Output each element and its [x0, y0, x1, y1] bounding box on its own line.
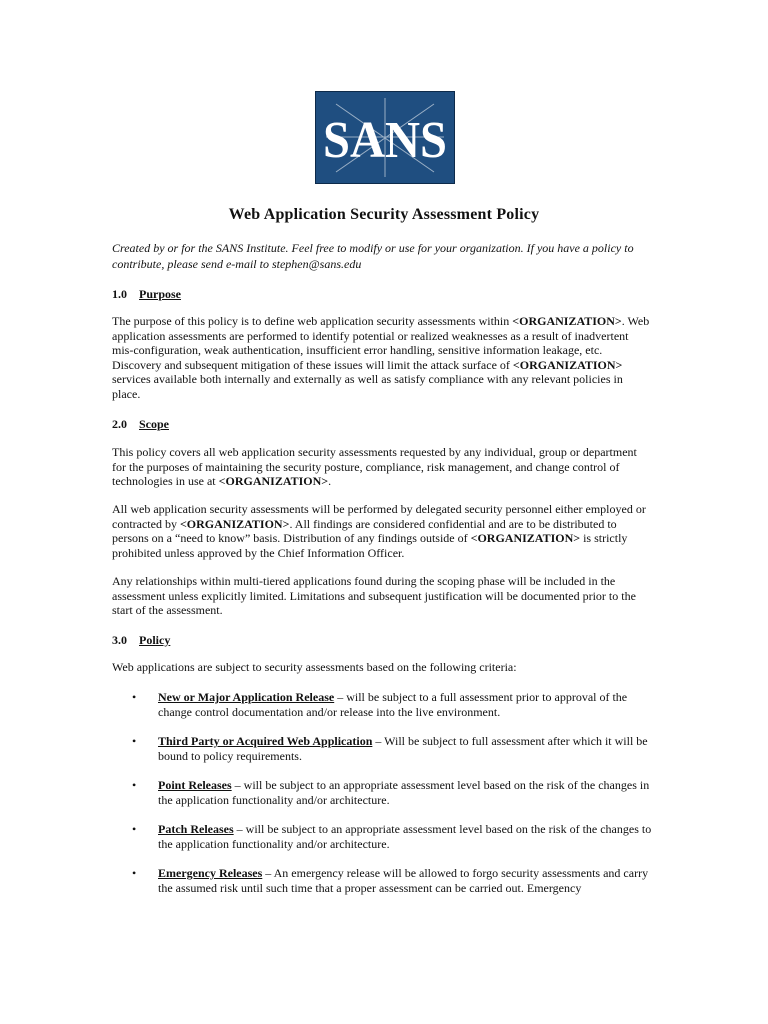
criterion-term: Emergency Releases	[158, 866, 263, 880]
intro-note: Created by or for the SANS Institute. Feel free to modify or use for your organization. If you have a policy to contribute, please send e-mail to stephen@sans.edu	[112, 241, 634, 271]
org-placeholder: <ORGANIZATION>	[512, 314, 622, 328]
section-heading-policy	[112, 632, 170, 648]
criterion-text: – An emergency release will be allowed to forgo security assessments and carry the assumed risk until such time that a proper assessment can be carried out. Emergency	[158, 866, 649, 895]
section-title: Policy	[139, 633, 171, 647]
scope-paragraph-2: All web application security assessments will be performed by delegated security personnel either employed or contracted by <ORGANIZATION>. All findings are considered confidential and are to be distributed to persons on a “need to know” basis. Distribution of any findings outside of <ORGANIZATION> is strictly prohibited unless approved by the Chief Information Officer.	[112, 502, 646, 560]
org-placeholder: <ORGANIZATION>	[470, 531, 581, 545]
section-heading-scope	[112, 416, 169, 432]
section-title: Scope	[139, 417, 169, 431]
bullet-marker: •	[132, 778, 137, 792]
sans-logo-graphic	[316, 92, 454, 183]
section-number: 3.0	[112, 633, 127, 647]
bullet-marker: •	[132, 734, 137, 748]
document-title: Web Application Security Assessment Policy	[228, 206, 540, 223]
criterion-text: – will be subject to an appropriate assessment level based on the risk of the changes in the application functionality and/or architecture.	[158, 778, 650, 807]
org-placeholder: <ORGANIZATION>	[512, 357, 623, 372]
criterion-term: Point Releases	[158, 778, 232, 792]
criterion-term: New or Major Application Release	[158, 690, 335, 704]
criterion-text: – Will be subject to full assessment after which it will be bound to policy requirements.	[158, 734, 648, 763]
section-heading-purpose	[112, 286, 181, 302]
sans-logo	[315, 91, 455, 184]
section-title: Purpose	[139, 287, 181, 301]
bullet-marker: •	[132, 822, 137, 836]
policy-intro: Web applications are subject to security assessments based on the following criteria:	[112, 660, 517, 674]
org-placeholder: <ORGANIZATION>	[218, 474, 329, 488]
org-placeholder: <ORGANIZATION>	[179, 516, 290, 531]
criterion-term: Patch Releases	[158, 822, 234, 836]
bullet-marker: •	[132, 866, 137, 880]
section-number: 2.0	[112, 417, 127, 431]
criterion-text: – will be subject to an appropriate assessment level based on the risk of the changes to the application functionality and/or architecture.	[158, 822, 652, 851]
purpose-paragraph: The purpose of this policy is to define web application security assessments within <ORGANIZATION>. Web application assessments are performed to identify potential or realized weaknesses as a result of inadvertent mis-configuration, weak authentication, insufficient error handling, sensitive information leakage, etc. Discovery and subsequent mitigation of these issues will limit the attack surface of <ORGANIZATION> services available both internally and externally as well as satisfy compliance with any relevant policies in place.	[112, 314, 650, 401]
bullet-marker: •	[132, 690, 137, 704]
sans-logo-text: SANS	[323, 112, 447, 169]
criterion-term: Third Party or Acquired Web Application	[158, 734, 373, 748]
scope-paragraph-3: Any relationships within multi-tiered applications found during the scoping phase will be included in the assessment unless explicitly limited. Limitations and subsequent justification will be documented prior to the start of the assessment.	[112, 574, 636, 617]
scope-paragraph-1: This policy covers all web application security assessments requested by any individual, group or department for the purposes of maintaining the security posture, compliance, risk management, and change control of technologies in use at <ORGANIZATION>.	[112, 445, 637, 488]
criterion-text: – will be subject to a full assessment prior to approval of the change control documentation and/or release into the live environment.	[158, 690, 628, 719]
section-number: 1.0	[112, 287, 127, 301]
